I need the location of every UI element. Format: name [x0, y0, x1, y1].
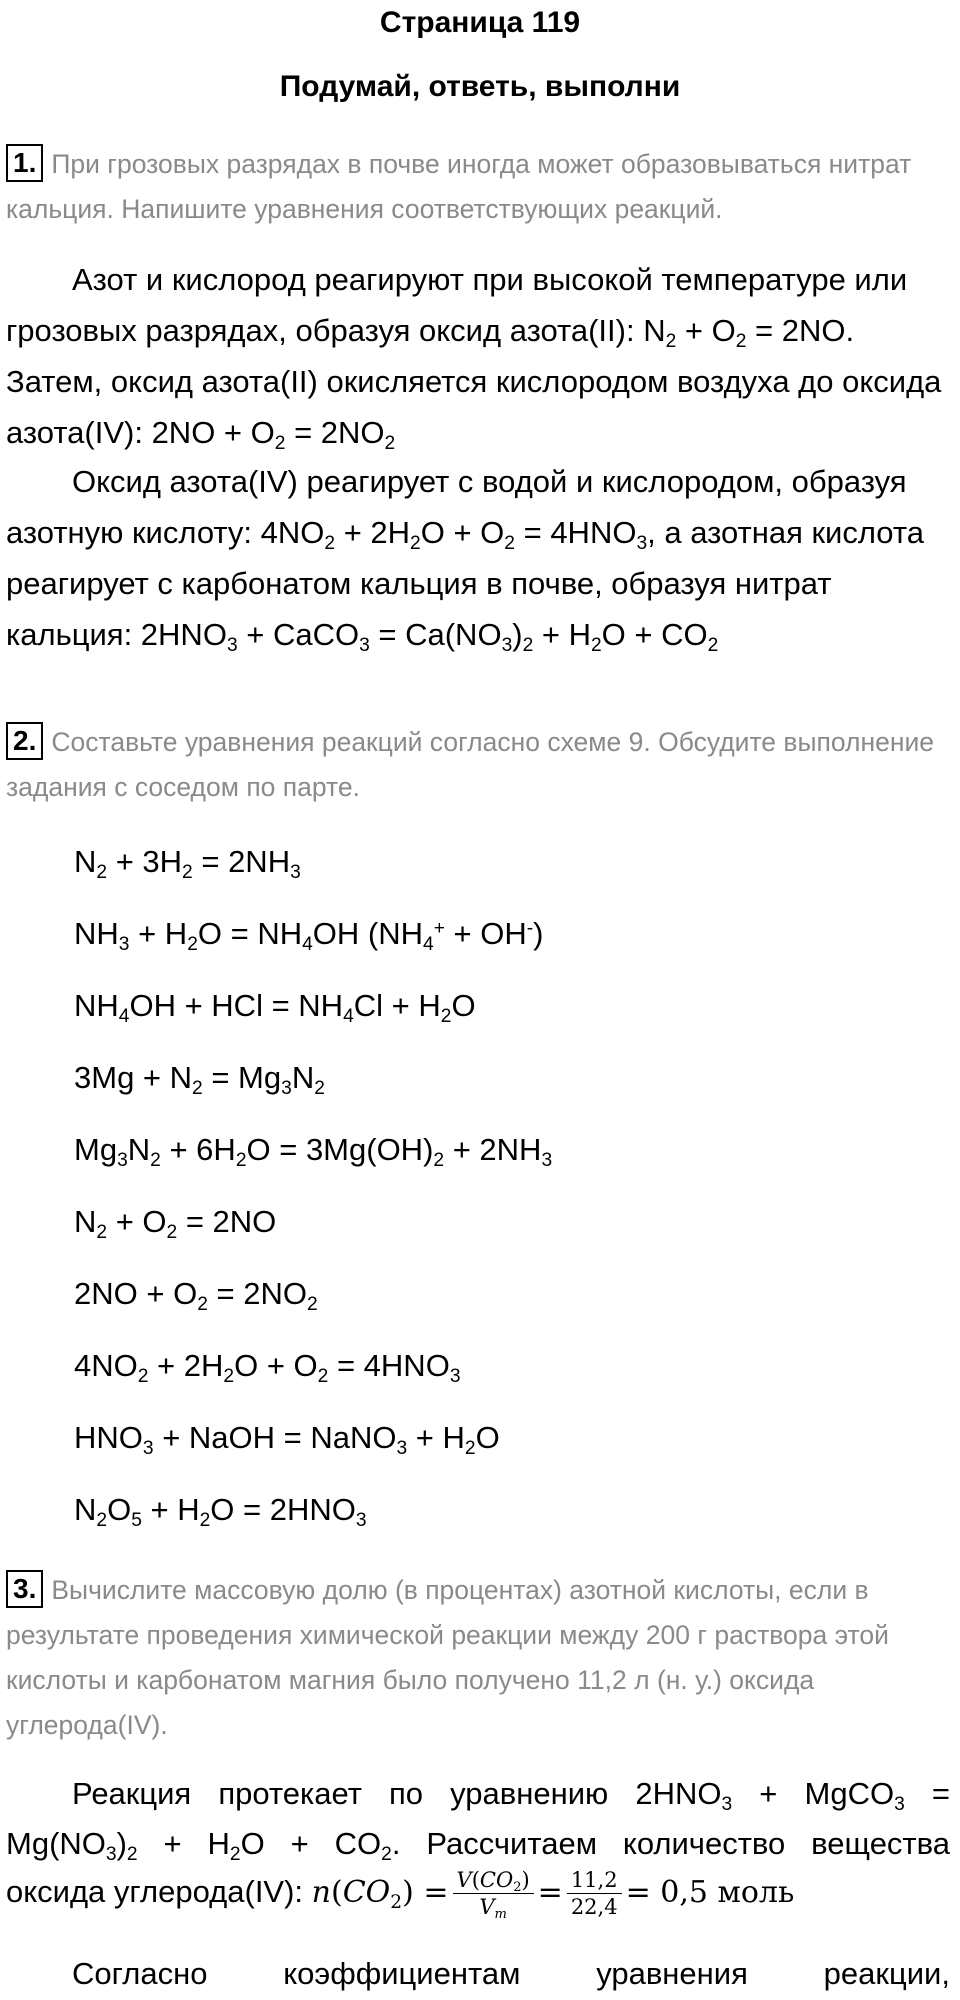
task-3-question — [6, 1568, 950, 1748]
equation-2: $NH_3 + H_2O = NH_4OH$ $(NH_4^+ + OH^-)$ — [74, 916, 544, 955]
equation-3: $NH_4OH$ + HCl = $NH_4Cl + H_2O$ — [74, 988, 476, 1027]
equation-1: $N_2 + 3H_2 = 2NH_3$ — [74, 844, 301, 883]
task-1-answer-paragraph-1: Азот и кислород реагируют при высокой температуре или грозовых разрядах, образуя оксид азота(II): $N_2 + O_2 = 2NO$. Затем, оксид азота(II) окисляется кислородом воздуха до оксида азота(IV): $2NO + O_2 = 2NO_2$ — [6, 262, 942, 454]
task-1-number: 1. — [6, 144, 43, 182]
equation-7: $2NO + O_2 = 2NO_2$ — [74, 1276, 318, 1315]
equation-10: $N_2O_5 + H_2O = 2HNO_3$ — [74, 1492, 367, 1531]
task-1-text: При грозовых разрядах в почве иногда может образовываться нитрат кальция. Напишите уравнения соответствующих реакций. — [6, 149, 912, 224]
task-3-calculation-line: оксида углерода(IV): $n(CO_2)$ = $\frac{V(CO_2)}{V_m}$ = $\frac{11,2}{22,4}$ = 0,5 моль — [6, 1868, 795, 1923]
task-3-reaction-line-1: Реакция протекает по уравнению $2HNO_3$ + MgCO$_3$ = — [72, 1776, 950, 1815]
equation-5: $Mg_3N_2 + 6H_2O = 3Mg(OH)_2 + 2NH_3$ — [74, 1132, 553, 1171]
task-3-text: Вычислите массовую долю (в процентах) азотной кислоты, если в результате проведения химической реакции между 200 г раствора этой кислоты и карбонатом магния было получено 11,2 л (н. у.) оксида углерода(IV). — [6, 1575, 889, 1740]
task-3-last-line: Согласно коэффициентам уравнения реакции, — [72, 1956, 950, 1991]
equation-9: $HNO_3$ + NaOH = NaNO$_3$ + $H_2O$ — [74, 1420, 500, 1459]
page-title: Страница 119 — [379, 6, 581, 39]
fraction-11-2-over-22-4: $\frac{11,2}{22,4}$ — [567, 1867, 622, 1920]
equation-4: $3Mg + N_2 = Mg_3N_2$ — [74, 1060, 325, 1099]
task-3-reaction-line-2: $Mg(NO_3)_2 + H_2O + CO_2$. Рассчитаем количество вещества — [6, 1826, 950, 1865]
task-3-number: 3. — [6, 1570, 43, 1608]
task-1-question — [6, 142, 950, 232]
section-title: Подумай, ответь, выполни — [279, 70, 681, 103]
equation-8: $4NO_2 + 2H_2O + O_2 = 4HNO_3$ — [74, 1348, 461, 1387]
task-2-question — [6, 720, 950, 810]
fraction-v-over-vm: $\frac{V(CO_2)}{V_m}$ — [453, 1867, 534, 1920]
equation-6: $N_2 + O_2 = 2NO$ — [74, 1204, 277, 1243]
task-2-text: Составьте уравнения реакций согласно схеме 9. Обсудите выполнение задания с соседом по парте. — [6, 727, 935, 802]
task-1-answer-paragraph-2: Оксид азота(IV) реагирует с водой и кислородом, образуя азотную кислоту: $4NO_2 + 2H_2O + O_2 = 4HNO_3$, а азотная кислота реагирует с карбонатом кальция в почве, образуя нитрат кальция: $2HNO_3$ + CaCO$_3$ = $Ca(NO_3)_2 + H_2O + CO_2$ — [6, 464, 924, 656]
task-2-number: 2. — [6, 722, 43, 760]
